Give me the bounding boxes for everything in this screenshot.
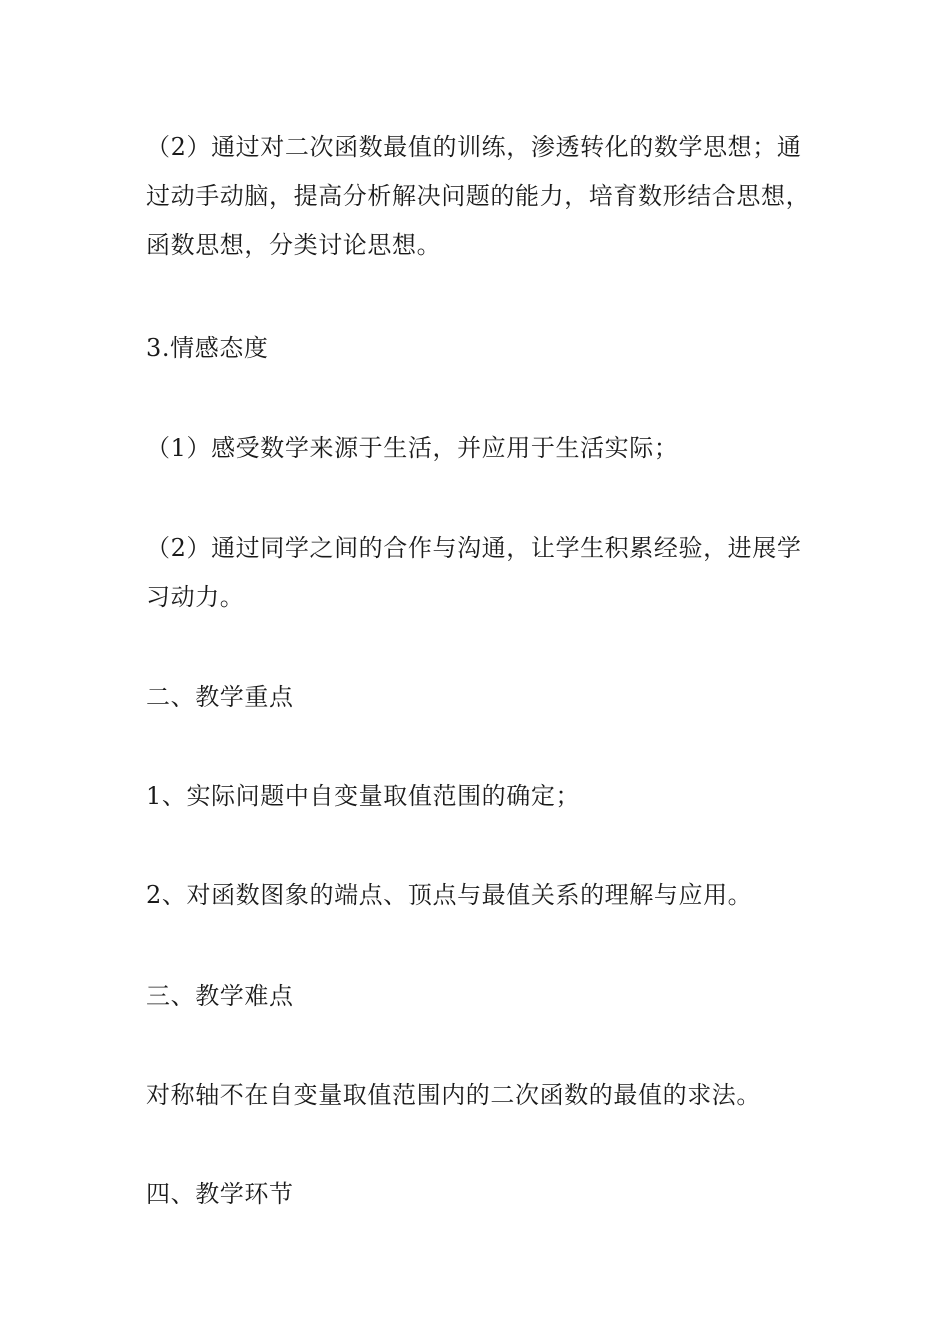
- focus-item-1: 1、实际问题中自变量取值范围的确定；: [146, 782, 581, 810]
- difficulty-paragraph: 对称轴不在自变量取值范围内的二次函数的最值的求法。: [146, 1081, 761, 1109]
- emotion-attitude-heading: 3.情感态度: [146, 334, 269, 362]
- objective-2-paragraph: （2）通过对二次函数最值的训练，渗透转化的数学思想；通过动手动脑，提高分析解决问题的能力，培育数形结合思想，函数思想，分类讨论思想。: [146, 133, 811, 259]
- teaching-focus-heading: 二、教学重点: [146, 683, 294, 711]
- teaching-difficulty-heading: 三、教学难点: [146, 982, 294, 1010]
- teaching-steps-heading: 四、教学环节: [146, 1180, 294, 1208]
- emotion-1-paragraph: （1）感受数学来源于生活，并应用于生活实际；: [146, 434, 679, 462]
- emotion-2-paragraph: （2）通过同学之间的合作与沟通，让学生积累经验，进展学习动力。: [146, 534, 802, 611]
- focus-item-2: 2、对函数图象的端点、顶点与最值关系的理解与应用。: [146, 881, 753, 909]
